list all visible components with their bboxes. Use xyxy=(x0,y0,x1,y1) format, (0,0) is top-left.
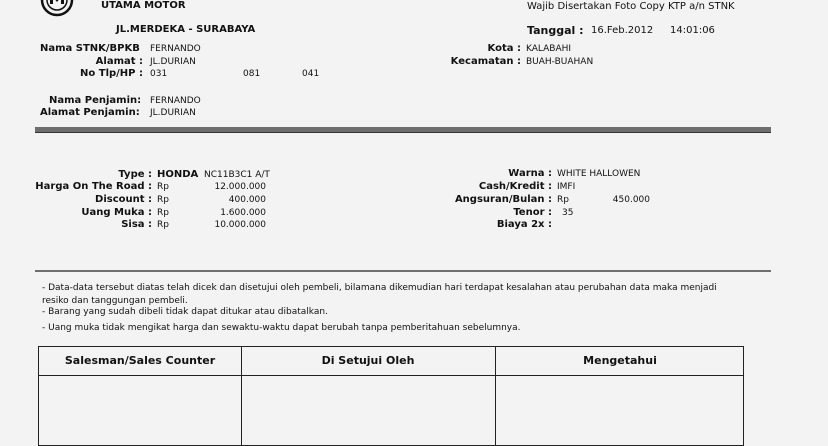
tlp-value-3: 041 xyxy=(302,69,320,79)
tenor-label: Tenor : xyxy=(513,207,552,218)
cash-kredit-value: IMFI xyxy=(557,182,576,192)
salesman-header: Salesman/Sales Counter xyxy=(64,354,216,367)
kecamatan-value: BUAH-BUAHAN xyxy=(526,57,594,67)
cash-kredit-label: Cash/Kredit : xyxy=(478,181,552,192)
discount-value: 400.000 xyxy=(228,195,266,205)
alamat-penjamin-value: JL.DURIAN xyxy=(150,108,196,118)
note-line-2: resiko dan tanggungan pembeli. xyxy=(42,296,188,306)
kota-label: Kota : xyxy=(487,43,521,54)
time-value: 14:01:06 xyxy=(670,25,715,36)
note-line-1: - Data-data tersebut diatas telah dicek dan disetujui oleh pembeli, bilamana dikemudian hari terdapat kesalahan atau perubahan data maka menjadi xyxy=(42,283,717,293)
no-tlp-label: No Tlp/HP : xyxy=(80,68,143,79)
nama-penjamin-value: FERNANDO xyxy=(150,96,201,106)
tlp-value-1: 031 xyxy=(150,69,168,79)
company-logo-icon xyxy=(40,0,74,18)
alamat-label: Alamat : xyxy=(95,56,143,67)
warna-label: Warna : xyxy=(508,168,552,179)
tanggal-label: Tanggal : xyxy=(527,24,584,37)
nama-penjamin-label: Nama Penjamin: xyxy=(49,95,142,106)
biaya-label: Biaya 2x : xyxy=(496,219,552,230)
nama-stnk-value: FERNANDO xyxy=(150,44,201,54)
discount-label: Discount : xyxy=(95,194,152,205)
note-line-3: - Barang yang sudah dibeli tidak dapat ditukar atau dibatalkan. xyxy=(42,307,328,317)
sisa-currency: Rp xyxy=(157,220,169,230)
sisa-label: Sisa : xyxy=(121,219,152,230)
company-name: UTAMA MOTOR xyxy=(101,0,186,11)
nama-stnk-label: Nama STNK/BPKB xyxy=(40,43,140,54)
discount-currency: Rp xyxy=(157,195,169,205)
type-brand: HONDA xyxy=(157,169,199,180)
kota-value: KALABAHI xyxy=(526,44,572,54)
uang-muka-label: Uang Muka : xyxy=(81,207,152,218)
section-divider-thick xyxy=(35,127,771,133)
warna-value: WHITE HALLOWEN xyxy=(557,169,641,179)
sisa-value: 10.000.000 xyxy=(214,220,266,230)
harga-value: 12.000.000 xyxy=(214,182,266,192)
mengetahui-header: Mengetahui xyxy=(583,354,657,367)
company-address: JL.MERDEKA - SURABAYA xyxy=(116,24,256,35)
angsuran-value: 450.000 xyxy=(612,195,650,205)
type-label: Type : xyxy=(118,169,152,180)
angsuran-currency: Rp xyxy=(557,195,569,205)
kecamatan-label: Kecamatan : xyxy=(450,56,521,67)
uang-muka-value: 1.600.000 xyxy=(220,208,266,218)
harga-currency: Rp xyxy=(157,182,169,192)
signature-table xyxy=(38,346,744,446)
tanggal-value: 16.Feb.2012 xyxy=(591,25,654,36)
note-line-4: - Uang muka tidak mengikat harga dan sewaktu-waktu dapat berubah tanpa pemberitahuan sebelumnya. xyxy=(42,323,521,333)
alamat-penjamin-label: Alamat Penjamin: xyxy=(40,107,140,118)
harga-label: Harga On The Road : xyxy=(35,181,152,192)
angsuran-label: Angsuran/Bulan : xyxy=(454,194,552,205)
disetujui-header: Di Setujui Oleh xyxy=(321,354,415,367)
tlp-value-2: 081 xyxy=(243,69,261,79)
tenor-value: 35 xyxy=(562,208,574,218)
ktp-notice: Wajib Disertakan Foto Copy KTP a/n STNK xyxy=(527,1,735,12)
uang-muka-currency: Rp xyxy=(157,208,169,218)
alamat-value: JL.DURIAN xyxy=(150,57,196,67)
type-model: NC11B3C1 A/T xyxy=(204,170,270,180)
section-divider-thin xyxy=(35,270,771,272)
